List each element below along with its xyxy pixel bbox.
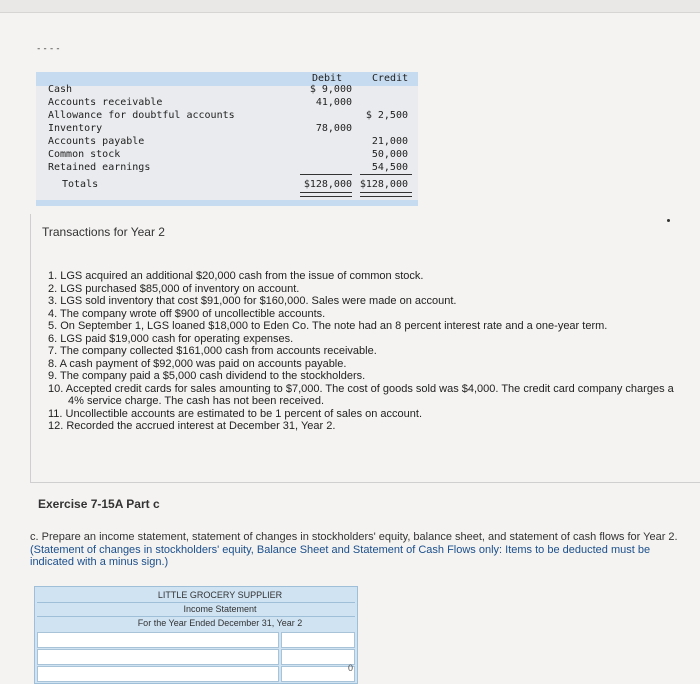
totals-label: Totals [62, 179, 99, 190]
ledger-row [36, 136, 418, 149]
list-item: 12. Recorded the accrued interest at December 31, Year 2. [48, 420, 336, 432]
instructions-text: c. Prepare an income statement, statement of changes in stockholders' equity, balance sheet, and statement of cash flows for Year 2. [30, 531, 678, 543]
amount-input[interactable] [281, 632, 355, 648]
amount-input[interactable] [281, 649, 355, 665]
row-name: Common stock [48, 149, 121, 160]
row-debit: $ 9,000 [309, 84, 352, 95]
ledger-row [36, 149, 418, 162]
debit-double-rule [300, 192, 352, 197]
list-item: 1. LGS acquired an additional $20,000 cash from the issue of common stock. [48, 270, 424, 282]
list-item: 8. A cash payment of $92,000 was paid on accounts payable. [48, 357, 347, 370]
ledger-row [36, 97, 418, 110]
statement-period: For the Year Ended December 31, Year 2 [137, 618, 303, 628]
transactions-title: Transactions for Year 2 [42, 225, 165, 239]
income-statement-table [34, 586, 358, 684]
line-item-input[interactable] [37, 632, 279, 648]
header-rule [37, 602, 355, 603]
ledger-row [36, 123, 418, 136]
list-item: 4. The company wrote off $900 of uncollectible accounts. [48, 307, 326, 320]
debit-header: Debit [312, 73, 343, 84]
list-item: 6. LGS paid $19,000 cash for operating expenses. [48, 332, 294, 345]
list-item: 5. On September 1, LGS loaned $18,000 to Eden Co. The note had an 8 percent interest rate and a one-year term. [48, 320, 608, 332]
list-item: 11. Uncollectible accounts are estimated to be 1 percent of sales on account. [48, 407, 423, 420]
row-credit: $ 2,500 [365, 110, 408, 121]
line-item-input[interactable] [37, 649, 279, 665]
exercise-instructions [30, 531, 690, 569]
company-name: LITTLE GROCERY SUPPLIER [157, 590, 283, 600]
row-credit: 54,500 [371, 162, 408, 173]
dash-mark: ---- [36, 44, 62, 54]
row-credit: 50,000 [371, 149, 408, 160]
line-item-input[interactable] [37, 666, 279, 682]
list-item: 7. The company collected $161,000 cash from accounts receivable. [48, 345, 377, 357]
row-name: Accounts receivable [48, 97, 163, 108]
exercise-title: Exercise 7-15A Part c [38, 497, 160, 511]
credit-header: Credit [372, 73, 409, 84]
row-name: Accounts payable [48, 136, 145, 147]
list-item: 3. LGS sold inventory that cost $91,000 for $160,000. Sales were made on account. [48, 295, 457, 307]
row-name: Allowance for doubtful accounts [48, 110, 235, 121]
ledger-row [36, 110, 418, 123]
ledger-row [36, 84, 418, 97]
transactions-list [48, 270, 688, 433]
instructions-note: (Statement of changes in stockholders' equity, Balance Sheet and Statement of Cash Flows only: Items to be deducted must be indicated with a minus sign.) [30, 543, 651, 568]
statement-name: Income Statement [183, 604, 257, 614]
row-name: Cash [48, 84, 73, 95]
credit-total-rule [360, 174, 412, 175]
dot-mark [667, 219, 670, 222]
ledger-bottom-bar [36, 200, 418, 206]
amount-input[interactable] [281, 666, 355, 682]
trial-balance-table [36, 72, 418, 206]
row-name: Retained earnings [48, 162, 151, 173]
totals-credit: $128,000 [359, 179, 408, 190]
ledger-totals-row [36, 179, 418, 192]
header-rule [37, 616, 355, 617]
list-item: 9. The company paid a $5,000 cash dividend to the stockholders. [48, 370, 366, 382]
amount-value: 0 [347, 663, 353, 673]
row-debit: 41,000 [315, 97, 352, 108]
list-item: 2. LGS purchased $85,000 of inventory on account. [48, 282, 300, 295]
list-item: 10. Accepted credit cards for sales amounting to $7,000. The cost of goods sold was $4,000. The credit card company charges a 4% service charge. The cash has not been received. [48, 382, 674, 407]
row-debit: 78,000 [315, 123, 352, 134]
row-name: Inventory [48, 123, 103, 134]
totals-debit: $128,000 [303, 179, 352, 190]
credit-double-rule [360, 192, 412, 197]
row-credit: 21,000 [371, 136, 408, 147]
top-strip [0, 0, 700, 13]
debit-total-rule [300, 174, 352, 175]
